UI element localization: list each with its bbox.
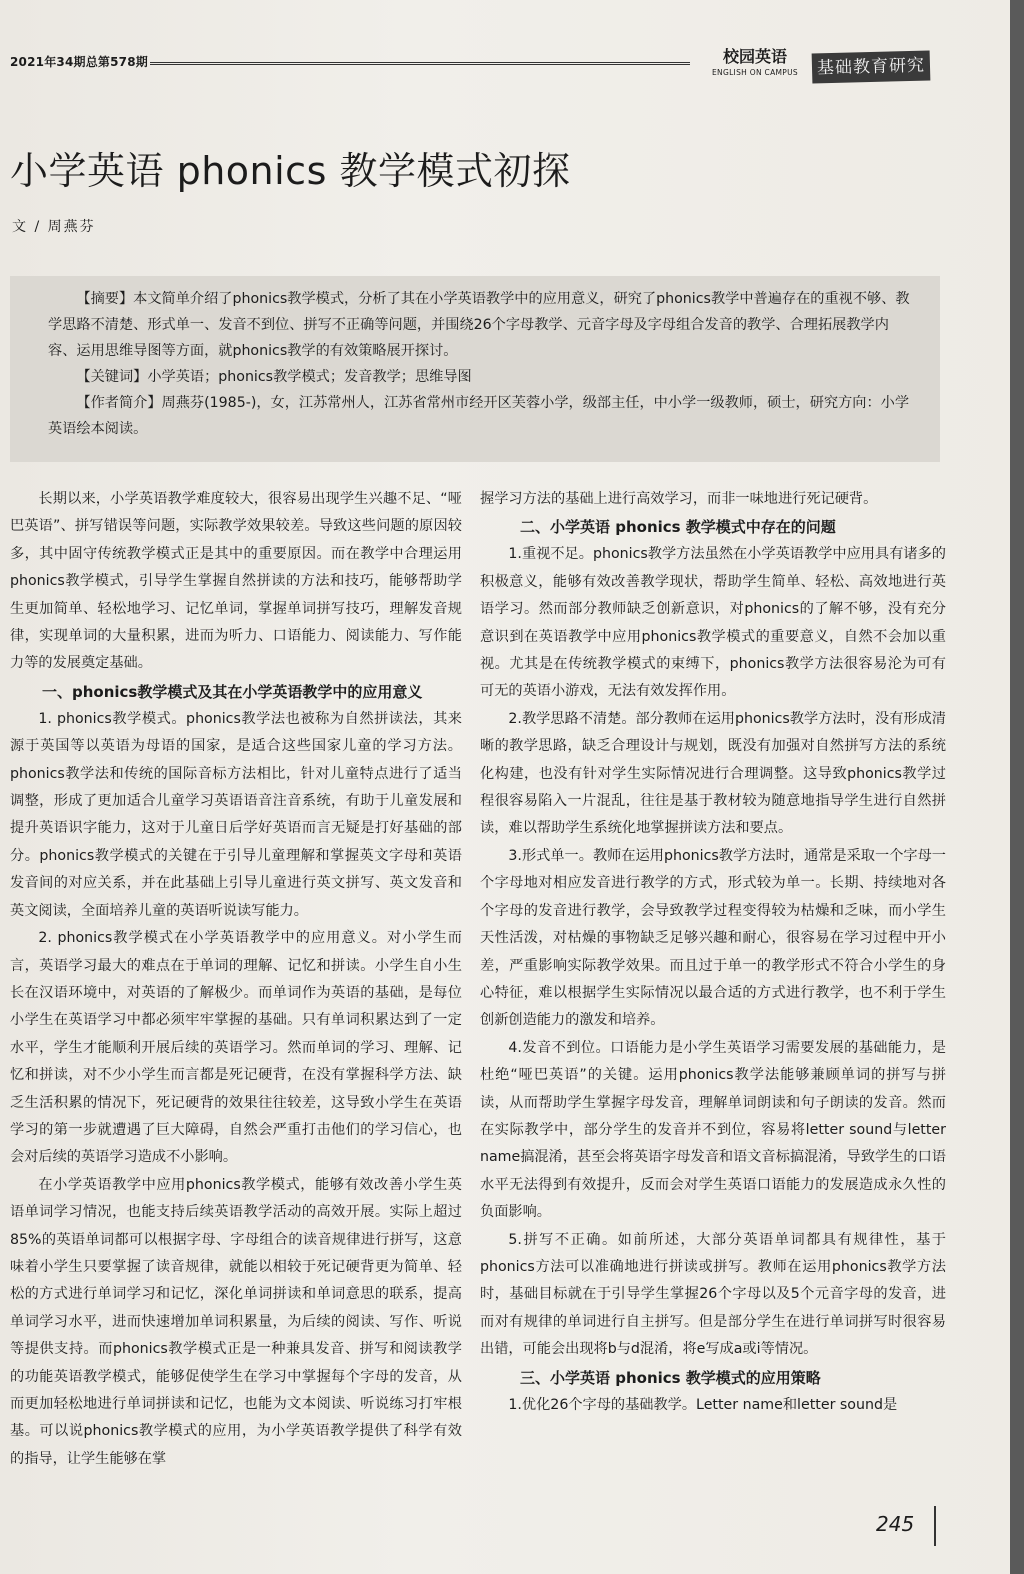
paragraph: 在小学英语教学中应用phonics教学模式，能够有效改善小学生英语单词学习情况，也能支持后续英语教学活动的高效开展。实际上超过85%的英语单词都可以根据字母、字母组合的读音规律进行拼写，这意味着小学生只要掌握了读音规律，就能以相较于死记硬背更为简单、轻松的方式进行单词学习和记忆，深化单词拼读和单词意思的联系，提高单词学习水平，进而快速增加单词积累量，为后续的阅读、写作、听说等提供支持。而phonics教学模式正是一种兼具发音、拼写和阅读教学的功能英语教学模式，能够促使学生在学习中掌握每个字母的发音，从而更加轻松地进行单词拼读和记忆，也能为文本阅读、听说练习打牢根基。可以说phonics教学模式的应用，为小学英语教学提供了科学有效的指导，让学生能够在掌 [10, 1176, 462, 1467]
abstract-box [10, 276, 940, 462]
abstract-keywords: 【关键词】小学英语；phonics教学模式；发音教学；思维导图 [76, 369, 472, 385]
paragraph: 1.优化26个字母的基础教学。Letter name和letter sound是 [508, 1396, 898, 1413]
paragraph: 5.拼写不正确。如前所述，大部分英语单词都具有规律性，基于phonics方法可以准确地进行拼读或拼写。教师在运用phonics教学方法时，基础目标就在于引导学生掌握26个字母以及5个元音字母的发音，进而对有规律的单词进行自主拼写。但是部分学生在进行单词拼写时很容易出错，可能会出现将b与d混淆，将e写成a或i等情况。 [480, 1231, 946, 1358]
header-rule [150, 62, 690, 65]
section-heading: 三、小学英语 phonics 教学模式的应用策略 [520, 1368, 821, 1387]
page-number-bar [934, 1506, 936, 1546]
article-title: 小学英语 phonics 教学模式初探 [10, 149, 571, 193]
article-author: 文 / 周燕芬 [12, 219, 96, 235]
paragraph: 3.形式单一。教师在运用phonics教学方法时，通常是采取一个字母一个字母地对相应发音进行教学的方式，形式较为单一。长期、持续地对各个字母的发音进行教学，会导致教学过程变得较为枯燥和乏味，而小学生天性活泼，对枯燥的事物缺乏足够兴趣和耐心，很容易在学习过程中开小差，严重影响实际教学效果。而且过于单一的教学形式不符合小学生的身心特征，难以根据学生实际情况以最合适的方式进行教学，也不利于学生创新创造能力的激发和培养。 [480, 847, 946, 1029]
issue-label: 2021年34期总第578期 [10, 55, 148, 69]
left-column [10, 486, 462, 1473]
abstract-author-bio: 【作者简介】周燕芬(1985-)，女，江苏常州人，江苏省常州市经开区芙蓉小学，级部主任，中小学一级教师，硕士，研究方向：小学英语绘本阅读。 [48, 395, 910, 437]
section-heading: 二、小学英语 phonics 教学模式中存在的问题 [520, 518, 836, 537]
magazine-logo [700, 44, 810, 77]
abstract-summary: 【摘要】本文简单介绍了phonics教学模式，分析了其在小学英语教学中的应用意义，研究了phonics教学中普遍存在的重视不够、教学思路不清楚、形式单一、发音不到位、拼写不正确等问题，并围绕26个字母教学、元音字母及字母组合发音的教学、合理拓展教学内容、运用思维导图等方面，就phonics教学的有效策略展开探讨。 [48, 291, 910, 359]
page-edge-shadow [1010, 0, 1024, 1574]
paragraph: 2. phonics教学模式在小学英语教学中的应用意义。对小学生而言，英语学习最大的难点在于单词的理解、记忆和拼读。小学生自小生长在汉语环境中，对英语的了解极少。而单词作为英语的基础，是每位小学生在英语学习中都必须牢牢掌握的基础。只有单词积累达到了一定水平，学生才能顺利开展后续的英语学习。然而单词的学习、理解、记忆和拼读，对不少小学生而言都是死记硬背，在没有掌握科学方法、缺乏生活积累的情况下，死记硬背的效果往往较差，这导致小学生在英语学习的第一步就遭遇了巨大障碍，自然会严重打击他们的学习信心，也会对后续的英语学习造成不小影响。 [10, 930, 462, 1166]
magazine-name-cn: 校园英语 [722, 47, 787, 66]
page-number: 245 [876, 1512, 915, 1536]
paragraph: 2.教学思路不清楚。部分教师在运用phonics教学方法时，没有形成清晰的教学思路，缺乏合理设计与规划，既没有加强对自然拼写方法的系统化构建，也没有针对学生实际情况进行合理调整。这导致phonics教学过程很容易陷入一片混乱，往往是基于教材较为随意地指导学生进行自然拼读，难以帮助学生系统化地掌握拼读方法和要点。 [480, 710, 946, 837]
section-tag: 基础教育研究 [812, 50, 931, 83]
paragraph: 1.重视不足。phonics教学方法虽然在小学英语教学中应用具有诸多的积极意义，能够有效改善教学现状，帮助学生简单、轻松、高效地进行英语学习。然而部分教师缺乏创新意识，对phonics的了解不够，没有充分意识到在英语教学中应用phonics教学模式的重要意义，自然不会加以重视。尤其是在传统教学模式的束缚下，phonics教学方法很容易沦为可有可无的英语小游戏，无法有效发挥作用。 [480, 546, 946, 700]
right-column [480, 486, 946, 1419]
paragraph: 长期以来，小学英语教学难度较大，很容易出现学生兴趣不足、“哑巴英语”、拼写错误等问题，实际教学效果较差。导致这些问题的原因较多，其中固守传统教学模式正是其中的重要原因。而在教学中合理运用phonics教学模式，引导学生掌握自然拼读的方法和技巧，能够帮助学生更加简单、轻松地学习、记忆单词，掌握单词拼写技巧，理解发音规律，实现单词的大量积累，进而为听力、口语能力、阅读能力、写作能力等的发展奠定基础。 [10, 491, 462, 672]
magazine-name-en: ENGLISH ON CAMPUS [712, 68, 798, 77]
paragraph: 4.发音不到位。口语能力是小学生英语学习需要发展的基础能力，是杜绝“哑巴英语”的关键。运用phonics教学法能够兼顾单词的拼写与拼读，从而帮助学生掌握字母发音，理解单词朗读和句子朗读的发音。然而在实际教学中，部分学生的发音并不到位，容易将letter sound与letter name搞混淆，甚至会将英语字母发音和语文音标搞混淆，导致学生的口语水平无法得到有效提升，反而会对学生英语口语能力的发展造成永久性的负面影响。 [480, 1039, 946, 1221]
section-heading: 一、phonics教学模式及其在小学英语教学中的应用意义 [42, 682, 423, 701]
paragraph-continued: 握学习方法的基础上进行高效学习，而非一味地进行死记硬背。 [480, 491, 878, 507]
paragraph: 1. phonics教学模式。phonics教学法也被称为自然拼读法，其来源于英国等以英语为母语的国家，是适合这些国家儿童的学习方法。phonics教学法和传统的国际音标方法相比，针对儿童特点进行了适当调整，形成了更加适合儿童学习英语语音注音系统，有助于儿童发展和提升英语识字能力，这对于儿童日后学好英语而言无疑是打好基础的部分。phonics教学模式的关键在于引导儿童理解和掌握英文字母和英语发音间的对应关系，并在此基础上引导儿童进行英文拼写、英文发音和英文阅读，全面培养儿童的英语听说读写能力。 [10, 710, 462, 919]
